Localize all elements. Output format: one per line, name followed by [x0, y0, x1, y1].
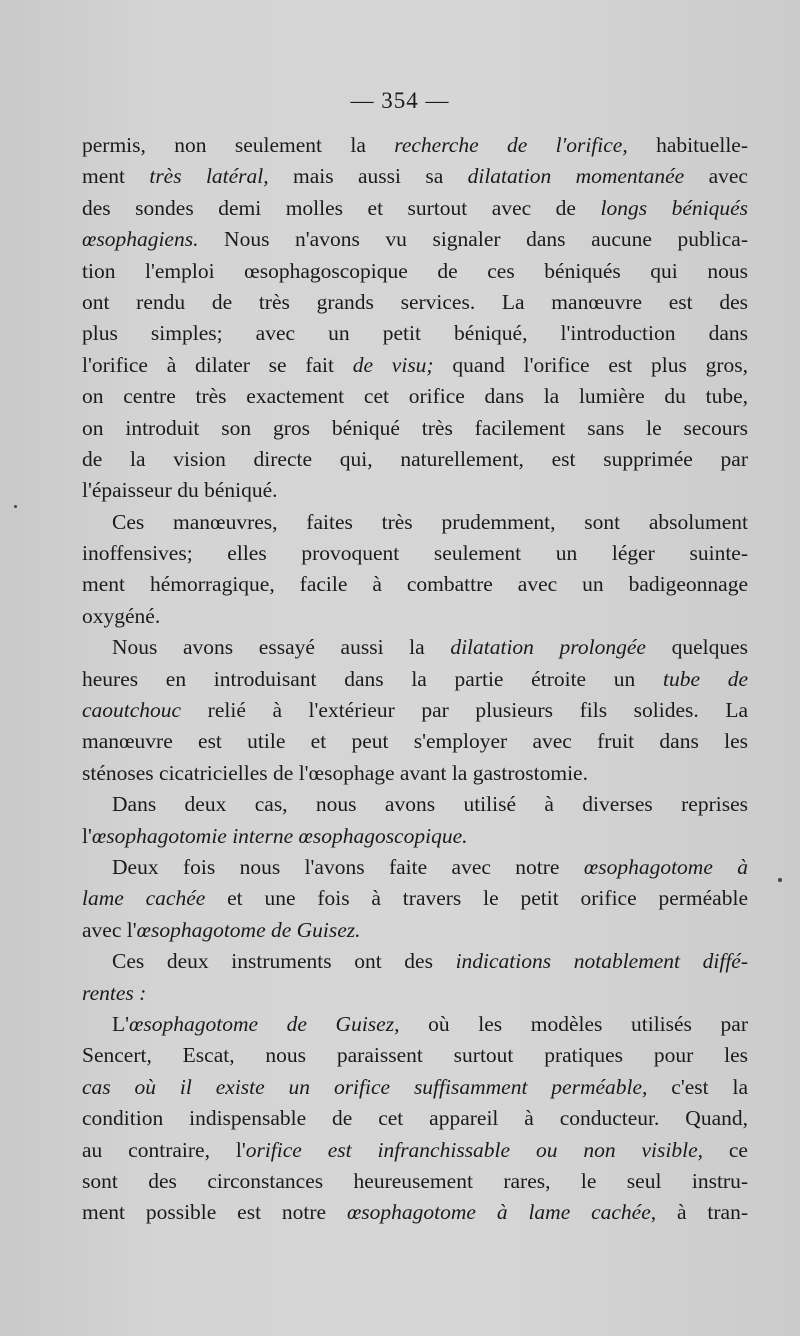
text-segment: c'est la [647, 1074, 748, 1099]
text-segment: ment [82, 164, 150, 189]
text-segment: l' [82, 823, 92, 848]
text-line [82, 789, 748, 820]
text-segment: plus simples; avec un petit béniqué, l'introduction dans [82, 321, 748, 346]
text-segment: l'épaisseur du béniqué. [82, 478, 278, 503]
text-segment: inoffensives; elles provoquent seulement un léger suinte- [82, 541, 748, 566]
text-segment: ment hémorragique, facile à combattre avec un badigeonnage [82, 572, 748, 597]
italic-text-segment: cas où il existe un orifice suffisamment perméable, [82, 1074, 648, 1099]
text-segment: relié à l'extérieur par plusieurs fils solides. La [181, 698, 748, 723]
text-segment: Nous avons essayé aussi la [112, 635, 451, 660]
italic-text-segment: œsophagotome de Guisez, [129, 1011, 400, 1036]
text-segment: condition indispensable de cet appareil à conducteur. Quand, [82, 1106, 748, 1131]
italic-text-segment: œsophagotome à lame cachée, [346, 1200, 657, 1225]
text-segment: tion l'emploi œsophagoscopique de ces béniqués qui nous [82, 258, 748, 283]
text-line [82, 1040, 748, 1071]
text-line [82, 350, 748, 381]
text-line [82, 256, 748, 287]
text-segment: heures en introduisant dans la partie étroite un [82, 666, 663, 691]
text-line [82, 538, 748, 569]
text-line [82, 413, 748, 444]
text-segment: manœuvre est utile et peut s'employer avec fruit dans les [82, 729, 748, 754]
text-line [82, 287, 748, 318]
text-segment: ment possible est notre [82, 1200, 347, 1225]
text-line [82, 444, 748, 475]
text-segment: on introduit son gros béniqué très facilement sans le secours [82, 415, 748, 440]
text-segment: où les modèles utilisés par [399, 1011, 748, 1036]
text-segment: Dans deux cas, nous avons utilisé à diverses reprises [112, 792, 748, 817]
text-line [82, 1009, 748, 1040]
text-segment: ce [703, 1137, 748, 1162]
page-number: — 354 — [350, 88, 450, 113]
text-segment: et une fois à travers le petit orifice perméable [205, 886, 748, 911]
text-line [82, 915, 748, 946]
text-line [82, 569, 748, 600]
text-line [82, 381, 748, 412]
text-line [82, 978, 748, 1009]
text-line [82, 852, 748, 883]
text-line [82, 726, 748, 757]
text-segment: Ces manœuvres, faites très prudemment, sont absolument [112, 509, 748, 534]
text-segment: Ces deux instruments ont des [112, 949, 456, 974]
text-line [82, 1072, 748, 1103]
italic-text-segment: de visu; [352, 352, 434, 377]
text-segment: mais aussi sa [268, 164, 468, 189]
italic-text-segment: longs béniqués [600, 195, 748, 220]
text-line [82, 883, 748, 914]
text-line [82, 946, 748, 977]
text-segment: sont des circonstances heureusement rares, le seul instru- [82, 1168, 748, 1193]
italic-text-segment: tube de [662, 666, 748, 691]
text-segment: on centre très exactement cet orifice dans la lumière du tube, [82, 384, 748, 409]
text-line [82, 1166, 748, 1197]
text-line [82, 475, 748, 506]
ink-speck [778, 878, 782, 882]
italic-text-segment: orifice est infranchissable ou non visible, [245, 1137, 703, 1162]
text-segment: quelques [645, 635, 748, 660]
italic-text-segment: très latéral, [149, 164, 269, 189]
italic-text-segment: dilatation prolongée [450, 635, 646, 660]
text-segment: de la vision directe qui, naturellement, est supprimée par [82, 446, 748, 471]
text-line [82, 507, 748, 538]
italic-text-segment: œsophagotome à [583, 854, 748, 879]
italic-text-segment: recherche de l'orifice, [394, 133, 628, 157]
text-line [82, 695, 748, 726]
text-segment: L' [112, 1011, 130, 1036]
text-segment: ont rendu de très grands services. La manœuvre est des [82, 289, 748, 314]
text-line [82, 664, 748, 695]
text-segment: l'orifice à dilater se fait [82, 352, 353, 377]
text-segment: Nous n'avons vu signaler dans aucune publica- [198, 227, 748, 252]
text-line [82, 1135, 748, 1166]
text-line [82, 1197, 748, 1228]
italic-text-segment: œsophagotomie interne œsophagoscopique. [91, 823, 468, 848]
text-line [82, 1103, 748, 1134]
text-segment: avec l' [82, 917, 137, 942]
text-segment: quand l'orifice est plus gros, [433, 352, 748, 377]
italic-text-segment: lame cachée [82, 886, 206, 911]
text-line [82, 601, 748, 632]
text-segment: sténoses cicatricielles de l'œsophage avant la gastrostomie. [82, 760, 588, 785]
text-segment: avec [684, 164, 748, 189]
italic-text-segment: œsophagiens. [82, 227, 199, 252]
italic-text-segment: rentes : [82, 980, 147, 1005]
text-line [82, 193, 748, 224]
text-line [82, 224, 748, 255]
text-line [82, 318, 748, 349]
text-line [82, 758, 748, 789]
ink-speck [14, 505, 17, 508]
text-segment: oxygéné. [82, 603, 161, 628]
text-line [82, 130, 748, 161]
italic-text-segment: indications notablement diffé- [455, 949, 748, 974]
text-segment: permis, non seulement la [82, 133, 395, 157]
text-segment: à tran- [656, 1200, 748, 1225]
body-text [82, 130, 748, 1229]
italic-text-segment: dilatation momentanée [467, 164, 685, 189]
text-segment: Deux fois nous l'avons faite avec notre [112, 854, 584, 879]
italic-text-segment: caoutchouc [82, 698, 182, 723]
text-segment: des sondes demi molles et surtout avec de [82, 195, 601, 220]
text-segment: Sencert, Escat, nous paraissent surtout pratiques pour les [82, 1043, 748, 1068]
text-line [82, 632, 748, 663]
text-segment: au contraire, l' [82, 1137, 246, 1162]
text-line [82, 161, 748, 192]
text-line [82, 821, 748, 852]
italic-text-segment: œsophagotome de Guisez. [136, 917, 361, 942]
text-segment: habituelle- [627, 133, 748, 157]
